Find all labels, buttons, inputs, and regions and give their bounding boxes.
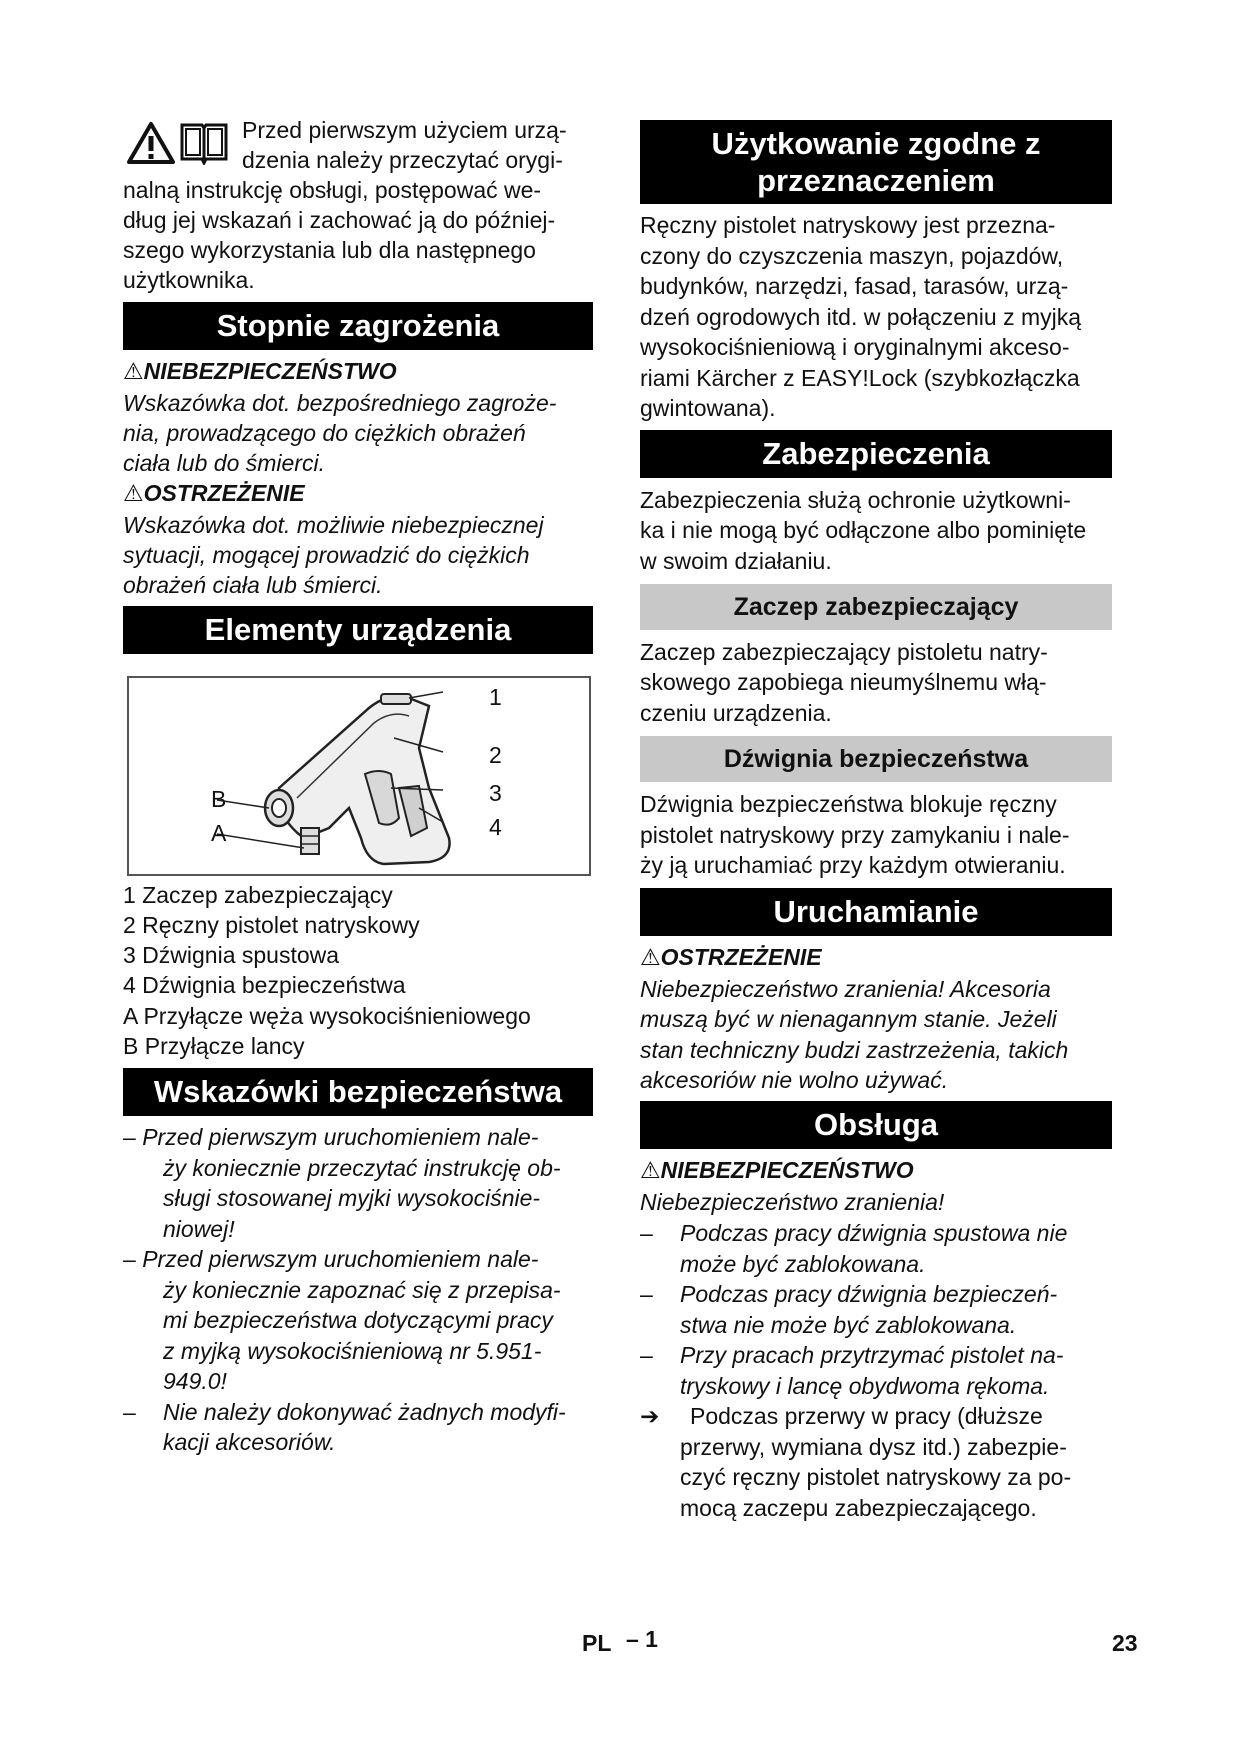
- catch-text: czeniu urządzenia.: [640, 700, 832, 726]
- protection-text: ka i nie mogą być odłączone albo pominięte: [640, 517, 1087, 543]
- legend-item: 2 Ręczny pistolet natryskowy: [123, 912, 420, 938]
- startup-heading: Uruchamianie: [640, 888, 1112, 936]
- operation-item: – Przy pracach przytrzymać pistolet na-: [640, 1342, 1064, 1368]
- operation-danger-sub: Niebezpieczeństwo zranienia!: [640, 1189, 945, 1215]
- legend-item: 4 Dźwignia bezpieczeństwa: [123, 972, 406, 998]
- protection-text: Zabezpieczenia służą ochronie użytkowni-: [640, 487, 1071, 513]
- startup-warning-text: akcesoriów nie wolno używać.: [640, 1067, 949, 1093]
- warning-triangle-icon: ⚠: [640, 1157, 661, 1183]
- operation-arrow-cont: przerwy, wymiana dysz itd.) zabezpie-: [680, 1433, 1067, 1460]
- warning-triangle-icon: ⚠: [123, 480, 144, 506]
- footer-section: – 1: [626, 1626, 658, 1652]
- intro-line-3: nalną instrukcję obsługi, postępować we-: [123, 177, 542, 203]
- operation-item: – Podczas pracy dźwignia spustowa nie: [640, 1220, 1068, 1246]
- safety-item-cont: sługi stosowanej myjki wysokociśnie-: [163, 1185, 541, 1211]
- warning-triangle-icon: ⚠: [640, 944, 661, 970]
- catch-text: Zaczep zabezpieczający pistoletu natry-: [640, 639, 1048, 665]
- manual-book-icon: [178, 119, 230, 165]
- lever-text: Dźwignia bezpieczeństwa blokuje ręczny: [640, 791, 1057, 817]
- usage-text: budynków, narzędzi, fasad, tarasów, urzą-: [640, 273, 1069, 299]
- intro-line-1: Przed pierwszym użyciem urzą-: [242, 117, 567, 143]
- arrow-right-icon: ➔: [640, 1403, 660, 1429]
- startup-warning-text: Niebezpieczeństwo zranienia! Akcesoria: [640, 976, 1051, 1002]
- safety-item-cont: ży koniecznie zapoznać się z przepisa-: [163, 1276, 561, 1303]
- footer-lang: PL: [582, 1630, 612, 1656]
- danger-label: ⚠NIEBEZPIECZEŃSTWO: [123, 358, 397, 384]
- protection-heading: Zabezpieczenia: [640, 430, 1112, 478]
- intro-line-6: użytkownika.: [123, 267, 255, 293]
- intro-line-2: dzenia należy przeczytać orygi-: [242, 147, 563, 173]
- safety-item-cont: niowej!: [163, 1215, 235, 1242]
- callout-b: B: [211, 786, 227, 812]
- startup-warning-label: ⚠OSTRZEŻENIE: [640, 944, 822, 970]
- danger-text-2: nia, prowadzącego do ciężkich obrażeń: [123, 420, 526, 446]
- legend-item: 1 Zaczep zabezpieczający: [123, 882, 393, 908]
- warning-label: ⚠OSTRZEŻENIE: [123, 480, 305, 506]
- startup-warning-text: stan techniczny budzi zastrzeżenia, takich: [640, 1037, 1069, 1063]
- safety-item-cont: kacji akcesoriów.: [163, 1429, 336, 1455]
- usage-text: Ręczny pistolet natryskowy jest przezna-: [640, 212, 1056, 238]
- intro-line-5: szego wykorzystania lub dla następnego: [123, 237, 536, 263]
- danger-text-1: Wskazówka dot. bezpośredniego zagroże-: [123, 390, 557, 416]
- usage-text: gwintowana).: [640, 395, 776, 421]
- safety-item-first: – Nie należy dokonywać żadnych modyfi-: [123, 1398, 566, 1425]
- callout-a: A: [211, 820, 227, 846]
- usage-text: wysokociśnieniową i oryginalnymi akceso-: [640, 334, 1070, 360]
- warning-text-2: sytuacji, mogącej prowadzić do ciężkich: [123, 542, 530, 568]
- lever-text: pistolet natryskowy przy zamykaniu i nale-: [640, 822, 1070, 848]
- intro-line-4: dług jej wskazań i zachować ją do później-: [123, 207, 556, 233]
- usage-heading: Użytkowanie zgodne z przeznaczeniem: [640, 120, 1112, 204]
- legend-item: A Przyłącze węża wysokociśnieniowego: [123, 1003, 531, 1029]
- callout-3: 3: [489, 780, 502, 806]
- safety-item-first: – Przed pierwszym uruchomieniem nale-: [123, 1124, 539, 1150]
- callout-1: 1: [489, 684, 502, 710]
- legend-item: 3 Dźwignia spustowa: [123, 942, 340, 968]
- page-number: 23: [1112, 1630, 1138, 1656]
- operation-heading: Obsługa: [640, 1101, 1112, 1149]
- operation-item-cont: może być zablokowana.: [680, 1250, 926, 1277]
- warning-text-1: Wskazówka dot. możliwie niebezpiecznej: [123, 512, 544, 538]
- callout-2: 2: [489, 742, 502, 768]
- elements-heading: Elementy urządzenia: [123, 606, 593, 654]
- hazard-heading: Stopnie zagrożenia: [123, 302, 593, 350]
- operation-list: [640, 1218, 1120, 1523]
- operation-arrow-cont: czyć ręczny pistolet natryskowy za po-: [680, 1464, 1072, 1490]
- usage-text: dzeń ogrodowych itd. w połączeniu z myjką: [640, 304, 1082, 330]
- danger-text-3: ciała lub do śmierci.: [123, 450, 325, 476]
- safety-item-cont: ży koniecznie przeczytać instrukcję ob-: [163, 1154, 561, 1181]
- spray-gun-illustration: [129, 678, 589, 874]
- startup-warning-text: muszą być w nienagannym stanie. Jeżeli: [640, 1006, 1057, 1032]
- safety-item-cont: 949.0!: [163, 1368, 227, 1394]
- operation-danger-label: ⚠NIEBEZPIECZEŃSTWO: [640, 1157, 914, 1183]
- device-figure: [127, 676, 591, 876]
- safety-item-cont: z myjką wysokociśnieniową nr 5.951-: [163, 1337, 542, 1364]
- warning-triangle-icon: ⚠: [123, 358, 144, 384]
- operation-item: – Podczas pracy dźwignia bezpieczeń-: [640, 1281, 1058, 1307]
- safety-item: [123, 1122, 603, 1458]
- safety-item-cont: mi bezpieczeństwa dotyczącymi pracy: [163, 1307, 553, 1333]
- usage-text: czony do czyszczenia maszyn, pojazdów,: [640, 243, 1064, 269]
- operation-arrow-cont: mocą zaczepu zabezpieczającego.: [680, 1494, 1037, 1521]
- usage-text: riami Kärcher z EASY!Lock (szybkozłączka: [640, 365, 1080, 391]
- safety-heading: Wskazówki bezpieczeństwa: [123, 1068, 593, 1116]
- lever-text: ży ją uruchamiać przy każdym otwieraniu.: [640, 852, 1066, 878]
- catch-heading: Zaczep zabezpieczający: [640, 584, 1112, 630]
- catch-text: skowego zapobiega nieumyślnemu włą-: [640, 669, 1047, 695]
- callout-4: 4: [489, 814, 502, 840]
- operation-item-cont: stwa nie może być zablokowana.: [680, 1311, 1017, 1338]
- operation-item-cont: tryskowy i lancę obydwoma rękoma.: [680, 1372, 1050, 1399]
- protection-text: w swoim działaniu.: [640, 548, 832, 574]
- warning-text-3: obrażeń ciała lub śmierci.: [123, 572, 383, 598]
- legend-item: B Przyłącze lancy: [123, 1033, 305, 1059]
- warning-triangle-icon: [126, 121, 176, 165]
- operation-arrow-item: ➔ Podczas przerwy w pracy (dłuższe: [640, 1401, 1120, 1432]
- safety-item-first: – Przed pierwszym uruchomieniem nale-: [123, 1246, 539, 1272]
- lever-heading: Dźwignia bezpieczeństwa: [640, 736, 1112, 782]
